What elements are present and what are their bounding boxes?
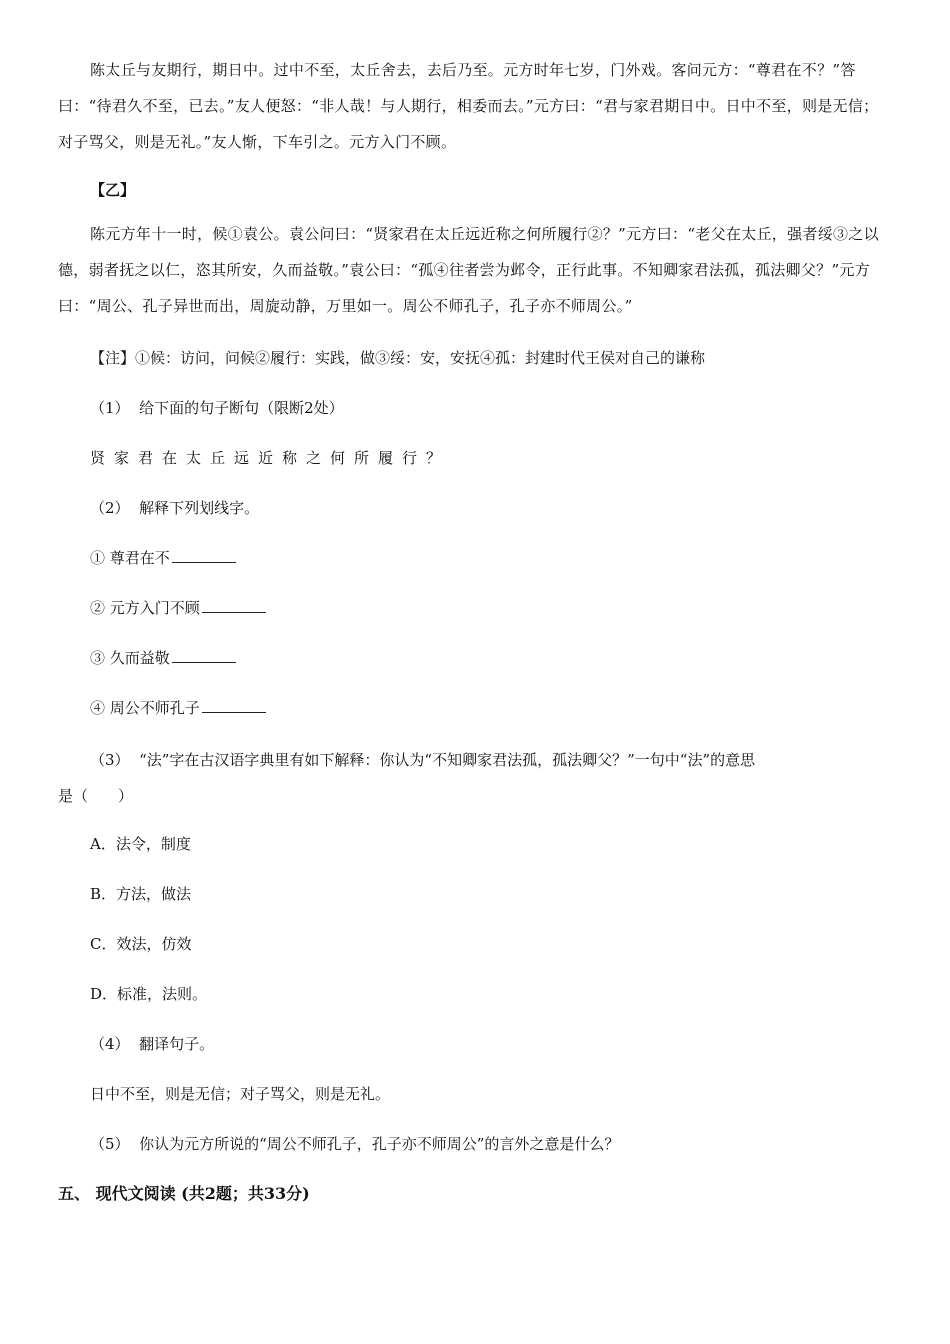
question-2 [58,496,892,520]
item-text: ④ 周公不师孔子 [90,699,200,717]
question-4-number: （4） [90,1035,130,1053]
section-heading: 五、 现代文阅读 (共2题；共33分) [58,1184,310,1203]
question-1-number: （1） [90,399,130,417]
question-4 [58,1032,892,1056]
question-4-text: 翻译句子。 [139,1035,215,1053]
question-2-item-4 [58,696,892,720]
question-2-item-1 [58,546,892,570]
item-text: ② 元方入门不顾 [90,599,200,617]
answer-blank[interactable] [172,546,236,563]
annotation-note: 【注】①候：访问，问候②履行：实践，做③绥：安，安抚④孤：封建时代王侯对自己的谦称 [90,349,706,367]
answer-blank[interactable] [202,596,266,613]
question-5-number: （5） [90,1135,130,1153]
question-2-number: （2） [90,499,130,517]
passage-yi-heading: 【乙】 [90,181,136,199]
question-3-text: “法”字在古汉语字典里有如下解释：你认为“不知卿家君法孤，孤法卿父？”一句中“法”的意思 [139,751,756,769]
item-text: ③ 久而益敬 [90,649,170,667]
passage-yi: 陈元方年十一时，候①袁公。袁公问曰：“贤家君在太丘远近称之何所履行②？”元方曰：“老父在太丘，强者绥③之以德，弱者抚之以仁，恣其所安，久而益敬。”袁公曰：“孤④往者尝为邺令，正行此事。不知卿家君法孤，孤法卿父？”元方曰：“周公、孔子异世而出，周旋动静，万里如一。周公不师孔子，孔子亦不师周公。” [58,225,879,315]
question-3-number: （3） [90,751,130,769]
question-1-text: 给下面的句子断句（限断2处） [139,399,344,417]
option-d[interactable]: D．标准，法则。 [90,985,208,1003]
question-5-text: 你认为元方所说的“周公不师孔子，孔子亦不师周公”的言外之意是什么？ [139,1135,620,1153]
item-text: ① 尊君在不 [90,549,170,567]
passage-jia: 陈太丘与友期行，期日中。过中不至，太丘舍去，去后乃至。元方时年七岁，门外戏。客问元方：“尊君在不？”答曰：“待君久不至，已去。”友人便怒：“非人哉！与人期行，相委而去。”元方曰：“君与家君期日中。日中不至，则是无信；对子骂父，则是无礼。”友人惭，下车引之。元方入门不顾。 [58,61,879,151]
answer-blank[interactable] [202,696,266,713]
question-1 [58,396,892,420]
document-page [58,52,892,1206]
option-c[interactable]: C．效法，仿效 [90,935,192,953]
question-3 [58,742,892,814]
question-2-item-3 [58,646,892,670]
question-2-text: 解释下列划线字。 [139,499,260,517]
question-4-sentence: 日中不至，则是无信；对子骂父，则是无礼。 [90,1085,391,1103]
option-a[interactable]: A．法令，制度 [90,835,191,853]
question-5 [58,1132,892,1156]
question-2-item-2 [58,596,892,620]
option-b[interactable]: B．方法，做法 [90,885,192,903]
question-3-line-1 [58,742,892,778]
answer-blank[interactable] [172,646,236,663]
question-1-sentence: 贤家君在太丘远近称之何所履行？ [90,449,451,467]
question-3-line-2: 是（ ） [58,787,134,805]
